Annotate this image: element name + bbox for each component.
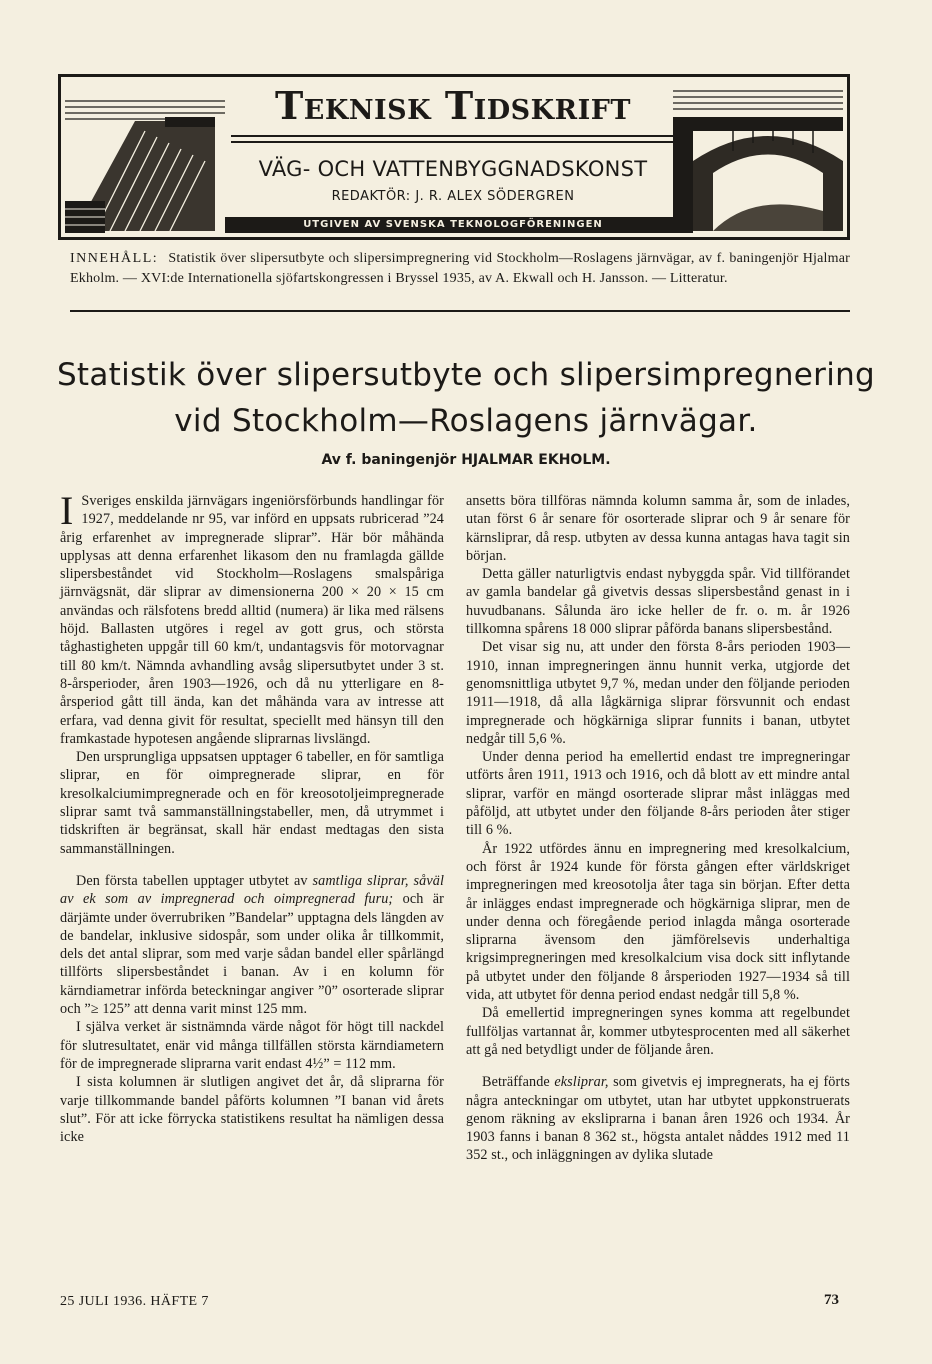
contents-text: Statistik över slipersutbyte och slipersimpregnering vid Stockholm—Roslagens järnvägar, av f. baningenjör Hjalmar Ekholm. — XVI:de Internationella sjöfartskongressen i Bryssel 1935, av A. Ekwall och H. Jansson. — Litteratur. [70, 251, 851, 286]
table-of-contents [70, 249, 850, 289]
dam-illustration-icon [65, 81, 225, 233]
paragraph: Detta gäller naturligtvis endast nybyggda spår. Vid tillförandet av gamla bandelar gå givetvis dessas slipersbestånd genast in i huvudbanans. Sålunda äro icke heller de fr. o. m. år 1926 tillkomna spårens 18 000 sliprar påförda banans slipersbestånd. [466, 566, 850, 638]
paragraph: I Sveriges enskilda järnvägars ingeniörsförbunds handlingar för 1927, meddelande nr 95, var införd en uppsats rubricerad ”24 årig erfarenhet av impregnerade sliprar”. Här bör måhända upplysas att denna erfarenhet likasom den nu framlagda gällde slipersbeståndet vid Stockholm—Roslagens smalspåriga järnvägsnät, där sliprar av dimensionerna 200 × 20 × 15 cm användas och rälsfotens bredd alltid (numera) är lika med rälsens höjd. Ballasten utgöres i regel av gott grus, och största tåghastigheten uppgår till 60 km/t, undantagsvis för motorvagnar till 80 km/t. Nämnda avhandling avsåg slipersutbytet under 3 st. 8-årsperioder, åren 1903—1926, och då nu ytterligare en 8-årsperiod gått till ända, kan det måhända vara av intresse att erfara, vad denna givit för resultat, speciellt med hänsyn till den framkastade hypotesen angående sliprarnas livslängd. [60, 488, 444, 747]
title-rule [231, 135, 675, 137]
publisher-band: UTGIVEN AV SVENSKA TEKNOLOGFÖRENINGEN [225, 217, 681, 233]
contents-label: INNEHÅLL: [70, 251, 159, 266]
emphasis: eksliprar, [554, 1074, 609, 1091]
paragraph: Den första tabellen upptager utbytet av samtliga sliprar, såväl av ek som av impregnerad och oimpregnerad furu; och är därjämte under överrubriken ”Bandelar” upptagna dels längden av de bandelar, inklusive sidospår, som under olika år tillkommit, dels det antal sliprar, som med varje sådan bandel eller spårlängd tillförts slipersbeståndet i banan. Av i en kolumn för kärndiametrar införda beteckningar angiver ”0” osorterade sliprar och ”≥ 125” att denna varit minst 125 mm. [60, 872, 444, 1018]
paragraph: Under denna period ha emellertid endast tre impregneringar utförts åren 1911, 1913 och 1916, och då blott av ett mindre antal sliprar, varför en mängd osorterade sliprar måst inläggas med påföljd, att utbytet under den följande 8-års perioden åter stiger till 6 %. [466, 749, 850, 839]
editor-line: REDAKTÖR: J. R. ALEX SÖDERGREN [331, 189, 575, 204]
left-column [60, 488, 444, 1146]
paragraph: I sista kolumnen är slutligen angivet det år, då sliprarna för varje tillkommande bandel påförts kolumnen ”I banan vid årets slut”. För att icke förrycka statistikens resultat ha nämligen dessa icke [60, 1074, 444, 1146]
article-byline: Av f. baningenjör HJALMAR EKHOLM. [321, 452, 611, 468]
paragraph: Beträffande eksliprar, som givetvis ej impregnerats, ha ej förts några anteckningar om utbytet, utan har utbytet uppkonstruerats genom räkning av eksliprarna i banan åren 1926 och 1934. År 1903 fanns i banan 8 362 st., högsta antalet nåddes 1912 med 11 352 st., och inläggningen av dylika slutade [466, 1074, 850, 1164]
paragraph: Då emellertid impregneringen synes komma att regelbundet fullföljas vartannat år, kommer utbytesprocenten med all säkerhet att gå ned betydligt under de följande åren. [466, 1005, 850, 1058]
article-title [40, 352, 892, 444]
issue-date: 25 JULI 1936. HÄFTE 7 [60, 1294, 209, 1309]
emphasis: samtliga sliprar, såväl av ek som av impregnerad och oimpregnerad furu; [60, 872, 444, 908]
journal-subtitle: VÄG- OCH VATTENBYGGNADSKONST [258, 157, 648, 181]
title-rule [231, 141, 675, 143]
page-number: 73 [824, 1292, 839, 1308]
article-title-line-2: vid Stockholm—Roslagens järnvägar. [174, 403, 758, 439]
paragraph: Det visar sig nu, att under den första 8-års perioden 1903—1910, innan impregneringen ännu hunnit verka, utgjorde det genomsnittliga utbytet 9,7 %, medan under den följande perioden 1911—1918, då alla lågkärniga sliprar försvunnit och endast impregnerade och högkärniga sliprar funnits i banan, utbytet nedgår till 5,6 %. [466, 639, 850, 747]
article-title-line-1: Statistik över slipersutbyte och slipersimpregnering [56, 357, 876, 393]
paragraph: I själva verket är sistnämnda värde något för högt till nackdel för slutresultatet, enär vid många tillfällen största kärndiametern för de impregnerade sliprarna varit endast 4½” = 112 mm. [60, 1019, 444, 1072]
masthead [58, 74, 850, 240]
bridge-illustration-icon [673, 81, 843, 233]
paragraph: Den ursprungliga uppsatsen upptager 6 tabeller, en för samtliga sliprar, en för oimpregnerade sliprar, en för kresolkalciumimpregnerade och en för kreosotoljeimpregnerade sliprar samt två sammanställningstabeller, men, då utrymmet i tidskriften är begränsat, skall här endast medtagas den sista sammanställningen. [60, 749, 444, 857]
drop-cap: I [60, 488, 74, 533]
journal-title: Teknisk Tidskrift [275, 83, 631, 128]
paragraph: År 1922 utfördes ännu en impregnering med kresolkalcium, och först år 1924 kunde för första gången efter världskriget impregneringen med kreosotolja åter taga sin början. Efter detta år inlägges endast impregnerade och högkärniga sliprar, men de under denna och föregående period inlagda många osorterade sliprarna ävensom den jämförelsevis underhaltiga krigsimpregneringen med kresolkalcium visa dock sitt inflytande på utbytet under den följande 8 årsperioden 1927—1934 så till vida, att utbytet för denna period endast nedgår till 5,8 %. [466, 840, 850, 1004]
right-column [466, 492, 850, 1165]
contents-divider [70, 310, 850, 312]
paragraph: ansetts böra tillföras nämnda kolumn samma år, som de inlades, utan först 6 år senare för osorterade sliprar och 9 år senare för kärnsliprar, då resp. utbyten av dessa kunna antagas hava tagit sin början. [466, 493, 850, 564]
